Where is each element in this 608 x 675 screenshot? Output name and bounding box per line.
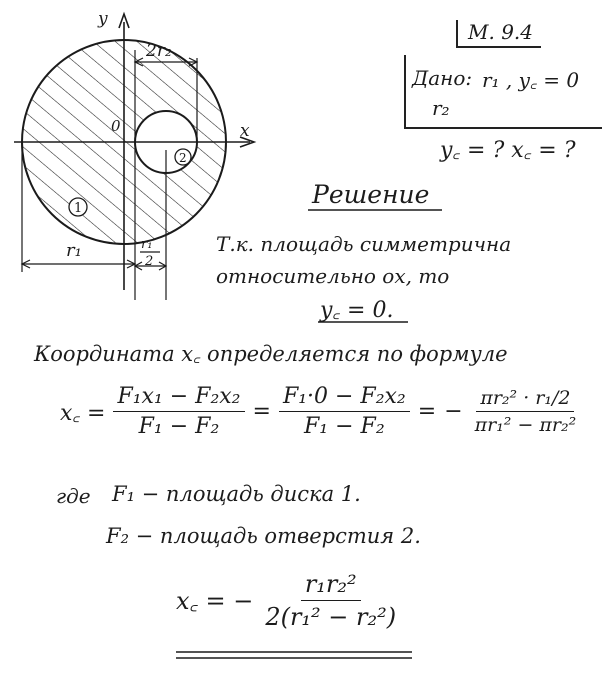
fraction-1-numerator: F₁x₁ − F₂x₂ — [113, 384, 244, 412]
dimension-r1-label: r₁ — [66, 240, 82, 261]
formula-equals: = — [252, 399, 271, 424]
coordinate-sentence: Координата x꜀ определяется по формуле — [34, 342, 508, 366]
where-f2: F₂ − площадь отверстия 2. — [106, 524, 421, 548]
symmetry-line-1: Т.к. площадь симметрична — [216, 232, 512, 256]
given-label: Дано: — [412, 66, 473, 90]
formula-equals-2: = — [417, 399, 437, 424]
fraction-3-denominator: πr₁² − πr₂² — [474, 414, 577, 436]
final-lhs: x꜀ = − — [176, 587, 254, 615]
dimension-half-num: r₁ — [141, 237, 153, 252]
fraction-2 — [279, 384, 410, 439]
hole-number-label: 2 — [179, 151, 187, 165]
where-word: где — [56, 484, 91, 508]
final-formula — [176, 570, 400, 631]
disk-number-label: 1 — [74, 201, 83, 216]
fraction-3 — [471, 387, 581, 436]
fraction-3-numerator: πr₂² · r₁/2 — [476, 387, 574, 412]
problem-number: М. 9.4 — [456, 20, 541, 48]
dimension-half-den: 2 — [145, 254, 154, 269]
formula-lhs: x꜀ = — [60, 400, 106, 426]
unknowns: y꜀ = ? x꜀ = ? — [440, 138, 576, 163]
yc-result: y꜀ = 0. — [320, 298, 394, 323]
fraction-1-denominator: F₁ − F₂ — [138, 414, 220, 439]
x-axis-label: x — [240, 121, 250, 141]
fraction-2-denominator: F₁ − F₂ — [304, 414, 385, 439]
fraction-1 — [113, 384, 244, 439]
dimension-2r2-label: 2r₂ — [146, 41, 172, 61]
given-r2: r₂ — [432, 96, 450, 120]
given-values: r₁ , y꜀ = 0 — [482, 68, 580, 92]
final-fraction — [261, 570, 400, 631]
symmetry-line-2: относительно ox, то — [216, 264, 450, 288]
where-f1: F₁ − площадь диска 1. — [112, 482, 361, 506]
formula-minus: − — [444, 399, 463, 424]
solution-heading: Решение — [312, 180, 430, 209]
origin-label: 0 — [111, 117, 121, 135]
xc-formula — [60, 384, 580, 439]
final-numerator: r₁r₂² — [301, 570, 361, 601]
fraction-2-numerator: F₁·0 − F₂x₂ — [279, 384, 410, 412]
final-denominator: 2(r₁² − r₂²) — [265, 603, 397, 631]
y-axis-label: y — [98, 9, 108, 29]
